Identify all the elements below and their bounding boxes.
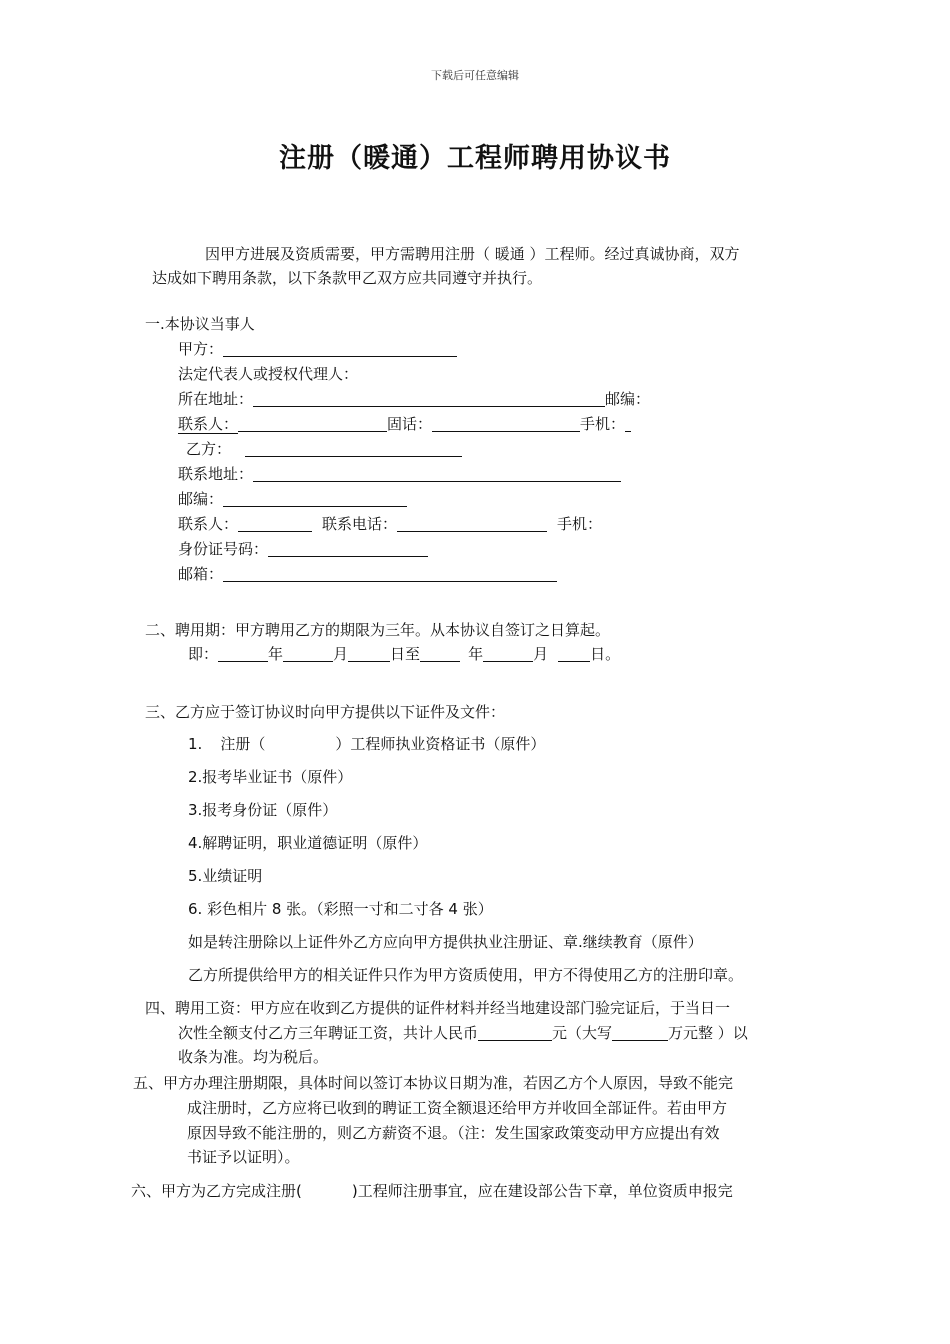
postcode-b-row [178, 489, 407, 509]
phone-b-label: 联系电话： [322, 515, 398, 533]
tel-blank[interactable] [432, 416, 580, 432]
email-row [178, 564, 557, 584]
end-year-blank[interactable] [420, 646, 460, 662]
section-6-line-1 [131, 1181, 733, 1201]
legal-rep-label: 法定代表人或授权代理人： [178, 365, 359, 383]
contact-address-label: 联系地址： [178, 465, 254, 483]
month-label: 月 [333, 645, 349, 663]
section-5-line-1: 五、甲方办理注册期限，具体时间以签订本协议日期为准，若因乙方个人原因，导致不能完 [133, 1074, 734, 1092]
date-prefix: 即： [188, 645, 219, 663]
start-month-blank[interactable] [283, 646, 333, 662]
section-4-line-3: 收条为准。均为税后。 [178, 1048, 329, 1066]
party-a-label: 甲方： [178, 340, 224, 358]
contact-blank[interactable] [238, 416, 387, 432]
email-blank[interactable] [223, 566, 557, 582]
contact-b-row [178, 514, 602, 534]
day-to-label: 日至 [390, 645, 421, 663]
postcode-b-blank[interactable] [223, 491, 407, 507]
document-title: 注册（暖通）工程师聘用协议书 [279, 143, 671, 174]
address-blank[interactable] [253, 391, 605, 407]
party-a-row [178, 339, 457, 359]
address-label: 所在地址： [178, 390, 254, 408]
day-end-label: 日。 [590, 645, 621, 663]
employment-date-row [188, 644, 620, 664]
doc-item-1-label-a: 注册（ [220, 735, 266, 753]
mobile-blank[interactable] [625, 416, 631, 432]
contact-b-label: 联系人： [178, 515, 239, 533]
salary-label-a: 次性全额支付乙方三年聘证工资，共计人民币 [178, 1024, 479, 1042]
doc-item-2: 2.报考毕业证书（原件） [188, 768, 353, 786]
usage-note: 乙方所提供给甲方的相关证件只作为甲方资质使用，甲方不得使用乙方的注册印章。 [188, 966, 744, 984]
address-row [178, 389, 650, 409]
doc-item-1-label-b: ）工程师执业资格证书（原件） [335, 735, 546, 753]
end-day-blank[interactable] [558, 646, 590, 662]
postcode-label: 邮编： [605, 390, 651, 408]
transfer-note: 如是转注册除以上证件外乙方应向甲方提供执业注册证、章.继续教育（原件） [188, 933, 703, 951]
intro-line-2: 达成如下聘用条款，以下条款甲乙双方应共同遵守并执行。 [152, 269, 543, 287]
doc-item-3: 3.报考身份证（原件） [188, 801, 338, 819]
section-1-heading: 一.本协议当事人 [145, 315, 255, 333]
party-b-blank[interactable] [245, 441, 462, 457]
tel-label: 固话： [387, 415, 433, 433]
doc-item-4: 4.解聘证明，职业道德证明（原件） [188, 834, 428, 852]
year2-label: 年 [468, 645, 484, 663]
start-year-blank[interactable] [218, 646, 268, 662]
start-day-blank[interactable] [348, 646, 390, 662]
doc-item-6: 6. 彩色相片 8 张。（彩照一寸和二寸各 4 张） [188, 900, 493, 918]
salary-words-blank[interactable] [612, 1025, 668, 1041]
doc-item-5: 5.业绩证明 [188, 867, 263, 885]
section-3-heading: 三、乙方应于签订协议时向甲方提供以下证件及文件： [145, 703, 506, 721]
id-no-label: 身份证号码： [178, 540, 269, 558]
year-label: 年 [268, 645, 284, 663]
header-note: 下载后可任意编辑 [431, 69, 519, 82]
salary-label-c: 万元整 ）以 [668, 1024, 748, 1042]
contact-address-row [178, 464, 621, 484]
contact-b-blank[interactable] [238, 516, 312, 532]
salary-label-b: 元（大写 [552, 1024, 613, 1042]
mobile-label: 手机： [580, 415, 626, 433]
contact-label: 联系人： [178, 415, 239, 433]
section-2-line-1: 二、聘用期：甲方聘用乙方的期限为三年。从本协议自签订之日算起。 [145, 621, 611, 639]
intro-line-1: 因甲方进展及资质需要，甲方需聘用注册（ 暖通 ）工程师。经过真诚协商，双方 [205, 245, 740, 263]
id-no-blank[interactable] [268, 541, 428, 557]
section-6-label-a: 六、甲方为乙方完成注册( [131, 1182, 302, 1200]
phone-b-blank[interactable] [397, 516, 547, 532]
doc-item-1-number: 1. [188, 735, 203, 753]
section-5-line-4: 书证予以证明）。 [187, 1148, 300, 1166]
party-b-label: 乙方： [186, 440, 232, 458]
email-label: 邮箱： [178, 565, 224, 583]
end-month-blank[interactable] [483, 646, 533, 662]
contact-address-blank[interactable] [253, 466, 621, 482]
party-a-blank[interactable] [223, 341, 457, 357]
postcode-b-label: 邮编： [178, 490, 224, 508]
party-b-row [186, 439, 462, 459]
section-4-line-2 [178, 1023, 748, 1043]
contact-row [178, 414, 631, 434]
section-4-line-1: 四、聘用工资：甲方应在收到乙方提供的证件材料并经当地建设部门验完证后，于当日一 [145, 999, 731, 1017]
section-5-line-2: 成注册时，乙方应将已收到的聘证工资全额退还给甲方并收回全部证件。若由甲方 [187, 1099, 728, 1117]
section-6-label-b: )工程师注册事宜，应在建设部公告下章，单位资质申报完 [351, 1182, 733, 1200]
mobile-b-label: 手机： [557, 515, 603, 533]
section-5-line-3: 原因导致不能注册的，则乙方薪资不退。（注：发生国家政策变动甲方应提出有效 [187, 1124, 720, 1142]
month2-label: 月 [533, 645, 549, 663]
id-no-row [178, 539, 428, 559]
doc-item-1 [188, 734, 545, 754]
salary-amount-blank[interactable] [478, 1025, 552, 1041]
